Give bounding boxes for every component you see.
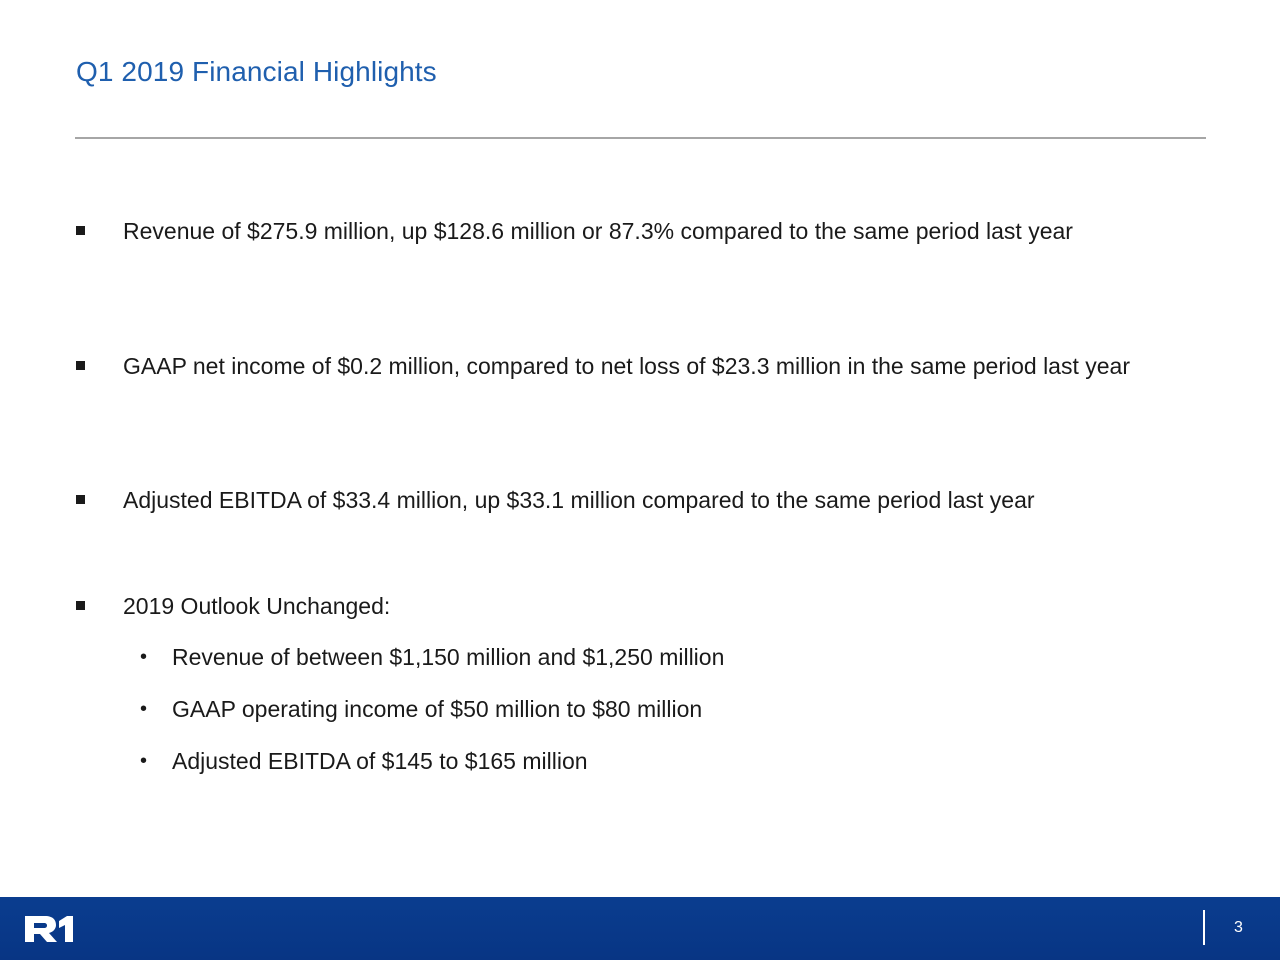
round-bullet-icon: • xyxy=(140,750,148,772)
square-bullet-icon xyxy=(76,601,85,610)
outlook-item-text: Revenue of between $1,150 million and $1,250 million xyxy=(172,644,725,670)
bullet-text: Revenue of $275.9 million, up $128.6 million or 87.3% compared to the same period last year xyxy=(123,218,1073,244)
square-bullet-icon xyxy=(76,226,85,235)
outlook-item-text: GAAP operating income of $50 million to $80 million xyxy=(172,696,703,722)
square-bullet-icon xyxy=(76,361,85,370)
footer-bar xyxy=(0,897,1280,960)
bullet-text: Adjusted EBITDA of $33.4 million, up $33.1 million compared to the same period last year xyxy=(123,487,1035,513)
outlook-item-text: Adjusted EBITDA of $145 to $165 million xyxy=(172,748,588,774)
page-number: 3 xyxy=(1234,919,1243,936)
bullet-text: GAAP net income of $0.2 million, compared to net loss of $23.3 million in the same period last year xyxy=(123,353,1130,379)
footer-divider xyxy=(1203,910,1205,945)
bullet-text: 2019 Outlook Unchanged: xyxy=(123,593,391,619)
r1-logo xyxy=(23,914,75,944)
square-bullet-icon xyxy=(76,495,85,504)
round-bullet-icon: • xyxy=(140,646,148,668)
slide-title: Q1 2019 Financial Highlights xyxy=(76,56,437,87)
round-bullet-icon: • xyxy=(140,698,148,720)
title-divider xyxy=(75,137,1206,139)
